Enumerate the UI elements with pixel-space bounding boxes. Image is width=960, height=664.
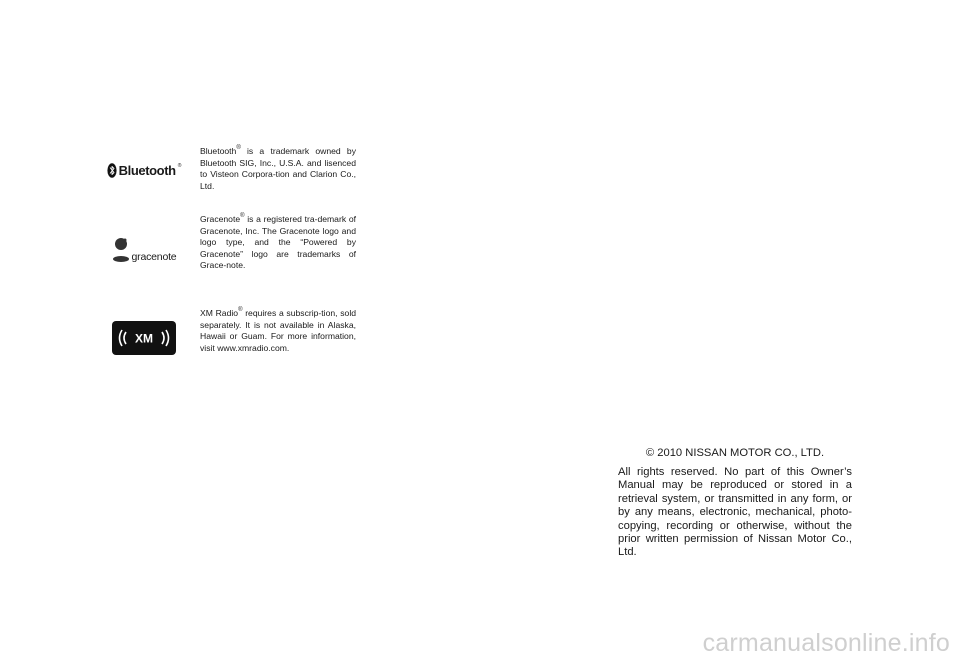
svg-text:XM: XM [135, 331, 153, 346]
trademark-name: Gracenote [200, 214, 241, 224]
bluetooth-logo [104, 158, 184, 182]
bluetooth-notice [200, 146, 356, 192]
trademark-text: requires a subscrip-tion, sold separately. It is not available in Alaska, Hawaii or Guam. For more information, visit www.xmradio.com. [200, 308, 357, 353]
trademark-name: Bluetooth [200, 146, 237, 156]
bluetooth-reg-mark: ® [177, 162, 182, 169]
gracenote-wordmark: gracenote [131, 251, 177, 263]
copyright-symbol: © [645, 447, 655, 459]
rights-reserved-paragraph: All rights reserved. No part of this Owner’s Manual may be reproduced or stored in a retrieval system, or transmitted in any form, or by any means, electronic, mechanical, photo-copying, recording or otherwise, without the prior written permission of Nissan Motor Co., Ltd. [618, 466, 852, 559]
xm-radio-icon [116, 327, 172, 349]
copyright-line [618, 446, 852, 460]
trademark-name: XM Radio [200, 308, 239, 318]
copyright-text: 2010 NISSAN MOTOR CO., LTD. [654, 447, 825, 459]
gracenote-figure-icon [112, 237, 130, 263]
gracenote-logo [104, 236, 184, 264]
gracenote-notice [200, 214, 356, 272]
registered-mark: ® [238, 307, 243, 314]
trademark-text: is a registered tra-demark of Gracenote, Inc. The Gracenote logo and logo type, and the “Powered by Gracenote” logo are trademarks of Grace-note. [200, 214, 356, 271]
bluetooth-wordmark: Bluetooth [118, 162, 176, 178]
bluetooth-rune-icon [107, 163, 117, 178]
registered-mark: ® [240, 213, 245, 220]
xm-radio-logo [104, 320, 184, 356]
watermark: carmanualsonline.info [702, 629, 950, 657]
xm-radio-notice [200, 308, 356, 354]
trademark-text: is a trademark owned by Bluetooth SIG, Inc., U.S.A. and lisenced to Visteon Corpora-tion and Clarion Co., Ltd. [200, 146, 356, 191]
registered-mark: ® [236, 145, 241, 152]
